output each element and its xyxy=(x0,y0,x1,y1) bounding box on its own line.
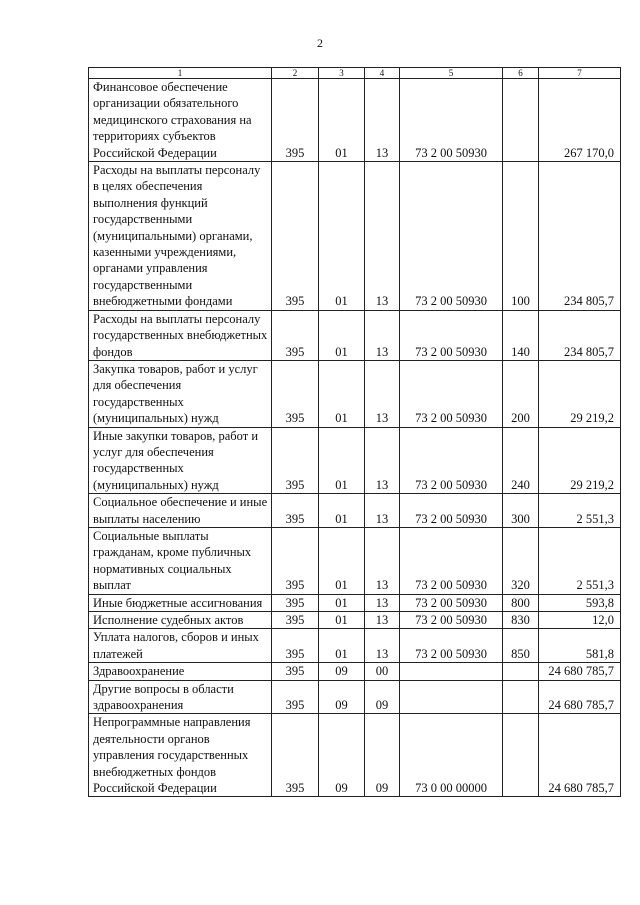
target-article-code xyxy=(400,663,503,680)
amount: 2 551,3 xyxy=(539,527,621,594)
section-code: 09 xyxy=(319,663,365,680)
expense-type-code: 100 xyxy=(503,162,539,311)
subsection-code: 00 xyxy=(365,663,400,680)
amount: 24 680 785,7 xyxy=(539,663,621,680)
expense-name: Расходы на выплаты персоналу государственных внебюджетных фондов xyxy=(89,310,272,360)
admin-code: 395 xyxy=(272,360,319,427)
amount: 24 680 785,7 xyxy=(539,714,621,797)
section-code: 01 xyxy=(319,494,365,528)
expense-name: Непрограммные направления деятельности органов управления государственных внебюджетных фондов Российской Федерации xyxy=(89,714,272,797)
expense-name: Социальное обеспечение и иные выплаты населению xyxy=(89,494,272,528)
expense-type-code xyxy=(503,680,539,714)
table-row xyxy=(89,629,621,663)
table-row xyxy=(89,680,621,714)
admin-code: 395 xyxy=(272,494,319,528)
target-article-code: 73 2 00 50930 xyxy=(400,612,503,629)
table-row xyxy=(89,310,621,360)
expense-name: Здравоохранение xyxy=(89,663,272,680)
subsection-code: 13 xyxy=(365,310,400,360)
target-article-code: 73 2 00 50930 xyxy=(400,427,503,494)
section-code: 01 xyxy=(319,629,365,663)
admin-code: 395 xyxy=(272,594,319,611)
section-code: 01 xyxy=(319,594,365,611)
table-row xyxy=(89,360,621,427)
expense-name: Иные бюджетные ассигнования xyxy=(89,594,272,611)
target-article-code: 73 2 00 50930 xyxy=(400,494,503,528)
expense-type-code: 300 xyxy=(503,494,539,528)
subsection-code: 13 xyxy=(365,360,400,427)
expense-name: Другие вопросы в области здравоохранения xyxy=(89,680,272,714)
expense-name: Закупка товаров, работ и услуг для обеспечения государственных (муниципальных) нужд xyxy=(89,360,272,427)
expense-name: Социальные выплаты гражданам, кроме публичных нормативных социальных выплат xyxy=(89,527,272,594)
section-code: 09 xyxy=(319,680,365,714)
expense-type-code: 140 xyxy=(503,310,539,360)
expense-type-code xyxy=(503,714,539,797)
expense-type-code: 200 xyxy=(503,360,539,427)
column-number-row xyxy=(89,68,621,79)
amount: 29 219,2 xyxy=(539,427,621,494)
target-article-code: 73 2 00 50930 xyxy=(400,360,503,427)
target-article-code: 73 2 00 50930 xyxy=(400,162,503,311)
column-number: 3 xyxy=(319,68,365,79)
expense-type-code: 830 xyxy=(503,612,539,629)
expense-type-code xyxy=(503,79,539,162)
expense-name: Исполнение судебных актов xyxy=(89,612,272,629)
amount: 593,8 xyxy=(539,594,621,611)
subsection-code: 13 xyxy=(365,427,400,494)
section-code: 01 xyxy=(319,427,365,494)
target-article-code: 73 0 00 00000 xyxy=(400,714,503,797)
admin-code: 395 xyxy=(272,629,319,663)
target-article-code: 73 2 00 50930 xyxy=(400,527,503,594)
admin-code: 395 xyxy=(272,680,319,714)
table-row xyxy=(89,162,621,311)
subsection-code: 13 xyxy=(365,594,400,611)
admin-code: 395 xyxy=(272,527,319,594)
table-row xyxy=(89,663,621,680)
amount: 267 170,0 xyxy=(539,79,621,162)
expense-name: Финансовое обеспечение организации обязательного медицинского страхования на территориях субъектов Российской Федерации xyxy=(89,79,272,162)
section-code: 09 xyxy=(319,714,365,797)
expense-type-code xyxy=(503,663,539,680)
section-code: 01 xyxy=(319,310,365,360)
amount: 29 219,2 xyxy=(539,360,621,427)
target-article-code: 73 2 00 50930 xyxy=(400,594,503,611)
expense-type-code: 320 xyxy=(503,527,539,594)
column-number: 7 xyxy=(539,68,621,79)
column-number: 6 xyxy=(503,68,539,79)
admin-code: 395 xyxy=(272,162,319,311)
column-number: 1 xyxy=(89,68,272,79)
column-number: 5 xyxy=(400,68,503,79)
subsection-code: 13 xyxy=(365,162,400,311)
subsection-code: 13 xyxy=(365,629,400,663)
admin-code: 395 xyxy=(272,310,319,360)
subsection-code: 09 xyxy=(365,714,400,797)
table-row xyxy=(89,714,621,797)
table-row xyxy=(89,494,621,528)
amount: 12,0 xyxy=(539,612,621,629)
column-number: 2 xyxy=(272,68,319,79)
section-code: 01 xyxy=(319,162,365,311)
target-article-code: 73 2 00 50930 xyxy=(400,629,503,663)
amount: 2 551,3 xyxy=(539,494,621,528)
expense-type-code: 850 xyxy=(503,629,539,663)
table-row xyxy=(89,612,621,629)
table-row xyxy=(89,527,621,594)
table-row xyxy=(89,79,621,162)
expense-name: Иные закупки товаров, работ и услуг для обеспечения государственных (муниципальных) нужд xyxy=(89,427,272,494)
admin-code: 395 xyxy=(272,427,319,494)
admin-code: 395 xyxy=(272,612,319,629)
admin-code: 395 xyxy=(272,663,319,680)
section-code: 01 xyxy=(319,527,365,594)
budget-table xyxy=(88,67,621,797)
subsection-code: 13 xyxy=(365,79,400,162)
subsection-code: 09 xyxy=(365,680,400,714)
column-number: 4 xyxy=(365,68,400,79)
target-article-code: 73 2 00 50930 xyxy=(400,310,503,360)
target-article-code xyxy=(400,680,503,714)
admin-code: 395 xyxy=(272,79,319,162)
section-code: 01 xyxy=(319,360,365,427)
table-row xyxy=(89,427,621,494)
expense-name: Уплата налогов, сборов и иных платежей xyxy=(89,629,272,663)
subsection-code: 13 xyxy=(365,527,400,594)
target-article-code: 73 2 00 50930 xyxy=(400,79,503,162)
section-code: 01 xyxy=(319,612,365,629)
expense-name: Расходы на выплаты персоналу в целях обеспечения выполнения функций государственными (муниципальными) органами, казенными учреждениями, органами управления государственными внебюджетными фондами xyxy=(89,162,272,311)
table-row xyxy=(89,594,621,611)
amount: 234 805,7 xyxy=(539,310,621,360)
section-code: 01 xyxy=(319,79,365,162)
page-number: 2 xyxy=(317,36,323,50)
subsection-code: 13 xyxy=(365,494,400,528)
expense-type-code: 800 xyxy=(503,594,539,611)
amount: 24 680 785,7 xyxy=(539,680,621,714)
amount: 234 805,7 xyxy=(539,162,621,311)
amount: 581,8 xyxy=(539,629,621,663)
expense-type-code: 240 xyxy=(503,427,539,494)
subsection-code: 13 xyxy=(365,612,400,629)
admin-code: 395 xyxy=(272,714,319,797)
